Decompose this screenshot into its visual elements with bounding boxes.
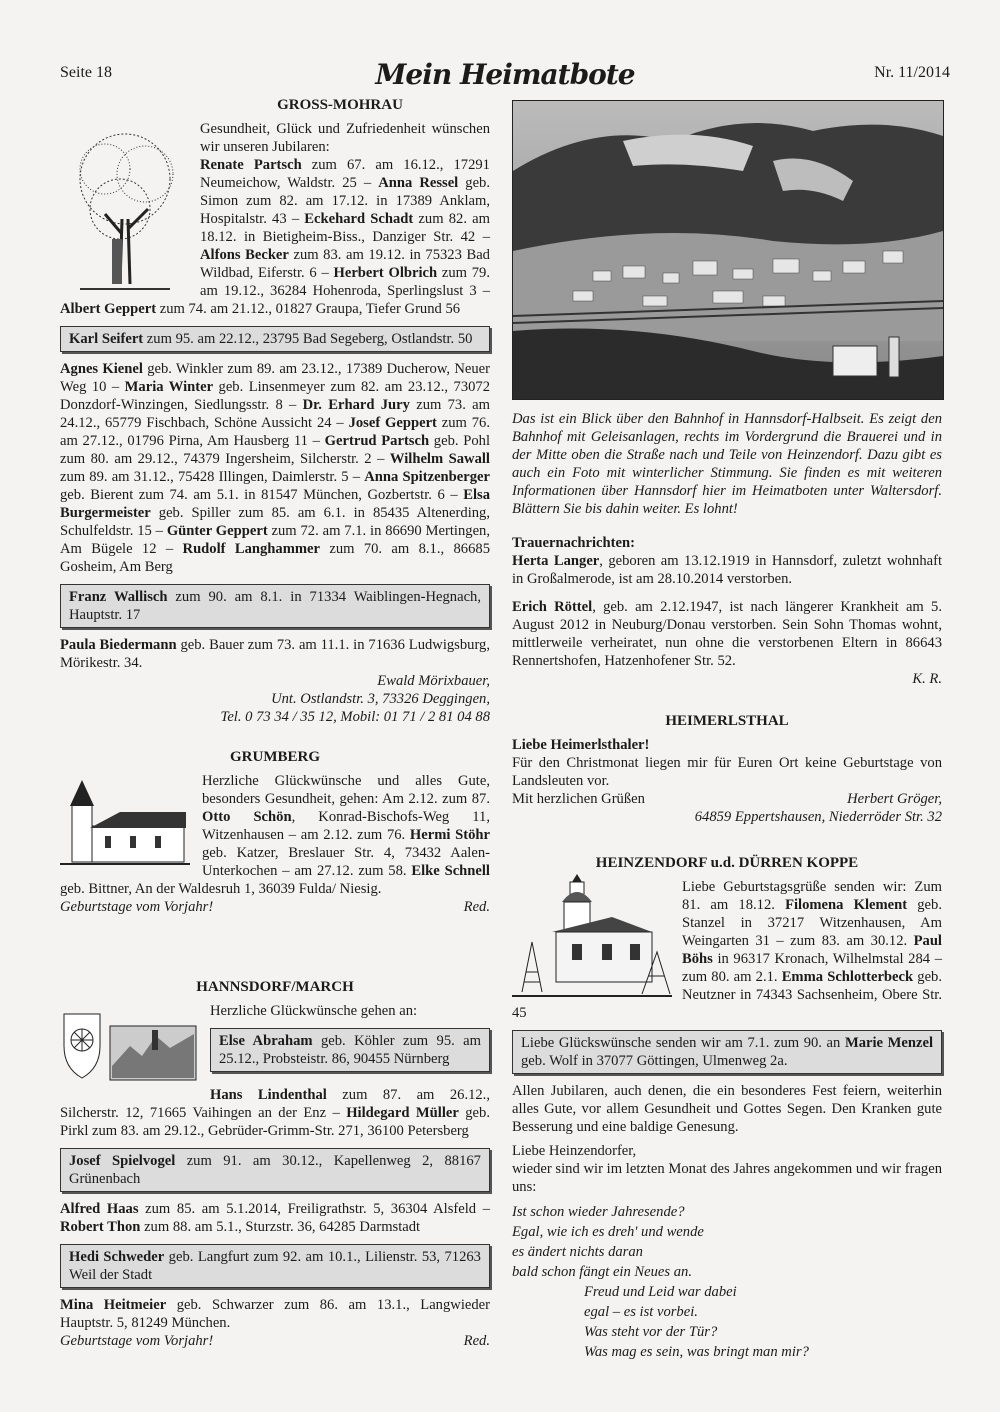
heimerlsthal-text: Für den Christmonat liegen mir für Euren Ort keine Geburtstage von Landsleuten vor.: [512, 755, 942, 789]
highlight-box: Hedi Schweder geb. Langfurt zum 92. am 10.1., Lilienstr. 53, 71263 Weil der Stadt: [60, 1244, 490, 1288]
section-title: HEINZENDORF u.d. DÜRREN KOPPE: [595, 855, 859, 871]
tree-illustration-icon: [60, 124, 190, 294]
note-line: Geburtstage vom Vorjahr! Red.: [60, 1333, 490, 1349]
section-title: GRUMBERG: [230, 749, 320, 765]
signature: 64859 Eppertshausen, Niederröder Str. 32: [694, 809, 942, 825]
greeting: Liebe Heimerlsthaler!: [512, 737, 650, 753]
highlight-box: Karl Seifert zum 95. am 22.12., 23795 Bad Segeberg, Ostlandstr. 50: [60, 326, 490, 352]
section-title: HANNSDORF/MARCH: [196, 979, 354, 995]
chapel-illustration-icon: [512, 872, 672, 1002]
masthead-logo: Mein Heimatbote: [375, 58, 635, 91]
section-gross-mohrau: [60, 96, 490, 726]
letter-greeting: Liebe Heinzendorfer,: [512, 1143, 637, 1159]
section-trauer: [512, 534, 942, 688]
highlight-box: Else Abraham geb. Köhler zum 95. am 25.12., Probsteistr. 86, 90455 Nürnberg: [210, 1028, 490, 1072]
hannsdorf-text: Hans Lindenthal zum 87. am 26.12., Silcherstr. 12, 71665 Vaihingen an der Enz – Hildegard Müller geb. Pirkl zum 83. am 29.12., Gebrüder-Grimm-Str. 271, 36100 Petersberg: [60, 1087, 490, 1139]
section-heading: Trauernachrichten:: [512, 535, 635, 551]
jubilare-wishes: Allen Jubilaren, auch denen, die ein besonderes Fest feiern, weiterhin alles Gute, vor allem Gesundheit und Gottes Segen. Den Kranken gute Besserung und eine baldige Genesung.: [512, 1083, 942, 1135]
section-hannsdorf: [60, 978, 490, 1350]
signature: Ewald Mörixbauer, Unt. Ostlandstr. 3, 73326 Deggingen, Tel. 0 73 34 / 35 12, Mobil: 01 71 / 2 81 04 88: [220, 673, 490, 725]
highlight-box: Franz Wallisch zum 90. am 8.1. in 71334 Waiblingen-Hegnach, Hauptstr. 17: [60, 584, 490, 628]
obituary: Erich Röttel, geb. am 2.12.1947, ist nach längerer Krankheit am 5. August 2012 in Neuburg/Donau verstorben. Sein Sohn Thomas wohnt, mittlerweile verheiratet, nun ohne die verstorbenen Eltern in 86643 Rennertshofen, Hatzenhofener Str. 52.: [512, 599, 942, 669]
letter-text: wieder sind wir im letzten Monat des Jahres angekommen und wir fragen uns:: [512, 1161, 942, 1195]
left-column: [60, 96, 490, 1350]
highlight-box: Josef Spielvogel zum 91. am 30.12., Kapellenweg 2, 88167 Grünenbach: [60, 1148, 490, 1192]
note-line: Geburtstage vom Vorjahr! Red.: [60, 899, 490, 915]
section-heimerlsthal: [512, 712, 942, 826]
signature: K. R.: [912, 671, 942, 687]
church-illustration-icon: [60, 776, 192, 866]
obituary: Herta Langer, geboren am 13.12.1919 in Hannsdorf, zuletzt wohnhaft in Großalmerode, ist am 28.10.2014 verstorben.: [512, 553, 943, 587]
photo-caption: Das ist ein Blick über den Bahnhof in Hannsdorf-Halbseit. Es zeigt den Bahnhof mit Geleisanlagen, rechts im Vordergrund die Brauerei und in der Mitte oben die Straße nach und Teile von Heinzendorf. Dazu gibt es auch ein Foto mit winterlicher Stimmung. Sie finden es mit weiteren Informationen über Hannsdorf hier im Heimatboten unter Waltersdorf. Blättern Sie bis dahin weiter. Es lohnt!: [512, 411, 942, 517]
poem-stanza-2: Freud und Leid war dabei egal – es ist vorbei. Was steht vor der Tür? Was mag es sein, was bringt man mir?: [584, 1284, 809, 1360]
right-column: [512, 100, 942, 1362]
poem-stanza-1: Ist schon wieder Jahresende? Egal, wie ich es dreh' und wende es ändert nichts daran bald schon fängt ein Neues an.: [512, 1204, 704, 1280]
highlight-box: Liebe Glückswünsche senden wir am 7.1. zum 90. an Marie Menzel geb. Wolf in 37077 Göttingen, Ulmenweg 2a.: [512, 1030, 942, 1074]
gross-mohrau-text: Gesundheit, Glück und Zufriedenheit wünschen wir unseren Jubilaren: Renate Partsch zum 67. am 16.12., 17291 Neumeichow, Waldstr. 25 – Anna Ressel geb. Simon zum 82. am 17.12. in 17389 Anklam, Hospitalstr. 43 – Eckehard Schadt zum 82. am 18.12. in Bietigheim-Biss., Danziger Str. 42 – Alfons Becker zum 83. am 19.12. in 75323 Bad Wildbad, Eiferstr. 6 – Herbert Olbrich zum 79. am 19.12., 36284 Hohenroda, Sperlingslust 3 – Albert Geppert zum 74. am 21.12., 01827 Graupa, Tiefer Grund 56: [60, 121, 491, 317]
heinzendorf-text: Liebe Geburtstagsgrüße senden wir: Zum 81. am 18.12. Filomena Klement geb. Stanzel in 37217 Witzenhausen, Am Weingarten 31 – zum 83. am 30.12. Paul Böhs in 96317 Kronach, Wilhelmstal 284 – zum 80. am 2.1. Emma Schlotterbeck geb. Neutzner in 74343 Sachsenheim, Obere Str. 45: [512, 879, 942, 1021]
page-number: Seite 18: [60, 64, 112, 81]
section-heinzendorf: [512, 854, 942, 1362]
hannsdorf-text-3: Mina Heitmeier geb. Schwarzer zum 86. am 13.1., Langwieder Hauptstr. 5, 81249 München.: [60, 1297, 490, 1331]
coat-of-arms-and-town-icon: [60, 1006, 200, 1084]
closing-line: Mit herzlichen Grüßen Herbert Gröger,: [512, 791, 942, 807]
gross-mohrau-list: Agnes Kienel geb. Winkler zum 89. am 23.12., 17389 Ducherow, Neuer Weg 10 – Maria Winter geb. Linsenmeyer zum 82. am 23.12., 73072 Donzdorf-Winzingen, Siedlungsstr. 8 – Dr. Erhard Jury zum 73. am 24.12., 65779 Fischbach, Schöne Aussicht 24 – Josef Geppert zum 76. am 27.12., 01796 Pirna, Am Hausberg 11 – Gertrud Partsch geb. Pohl zum 80. am 29.12., 74379 Ingersheim, Silcherstr. 2 – Wilhelm Sawall zum 89. am 31.12., 75428 Illingen, Daimlerstr. 5 – Anna Spitzenberger geb. Bierent zum 74. am 5.1. in 81547 München, Gozbertstr. 6 – Elsa Burgermeister geb. Spiller zum 85. am 6.1. in 85435 Altenerding, Schulfeldstr. 15 – Günter Geppert zum 72. am 7.1. in 86690 Mertingen, Am Bügele 12 – Rudolf Langhammer zum 70. am 8.1., 86685 Gosheim, Am Berg: [60, 361, 491, 575]
hannsdorf-text-2: Alfred Haas zum 85. am 5.1.2014, Freiligrathstr. 5, 36304 Alsfeld – Robert Thon zum 88. am 5.1., Sturzstr. 36, 64285 Darmstadt: [60, 1201, 490, 1235]
landscape-photo: [512, 100, 944, 400]
section-title: GROSS-MOHRAU: [277, 97, 403, 113]
section-title: HEIMERLSTHAL: [665, 713, 789, 729]
hannsdorf-intro: Herzliche Glückwünsche gehen an:: [210, 1003, 418, 1019]
issue-number: Nr. 11/2014: [874, 64, 950, 81]
grumberg-text: Herzliche Glückwünsche und alles Gute, besonders Gesundheit, gehen: Am 2.12. zum 87. Otto Schön, Konrad-Bischofs-Weg 11, Witzenhausen – am 2.12. zum 76. Hermi Stöhr geb. Katzer, Breslauer Str. 4, 73432 Aalen-Unterkochen – am 27.12. zum 58. Elke Schnell geb. Bittner, An der Waldesruh 1, 36039 Fulda/ Niesig.: [60, 773, 490, 897]
section-grumberg: [60, 748, 490, 916]
gross-mohrau-last: Paula Biedermann geb. Bauer zum 73. am 11.1. in 71636 Ludwigsburg, Mörikestr. 34.: [60, 637, 490, 671]
page-header: [60, 58, 950, 91]
